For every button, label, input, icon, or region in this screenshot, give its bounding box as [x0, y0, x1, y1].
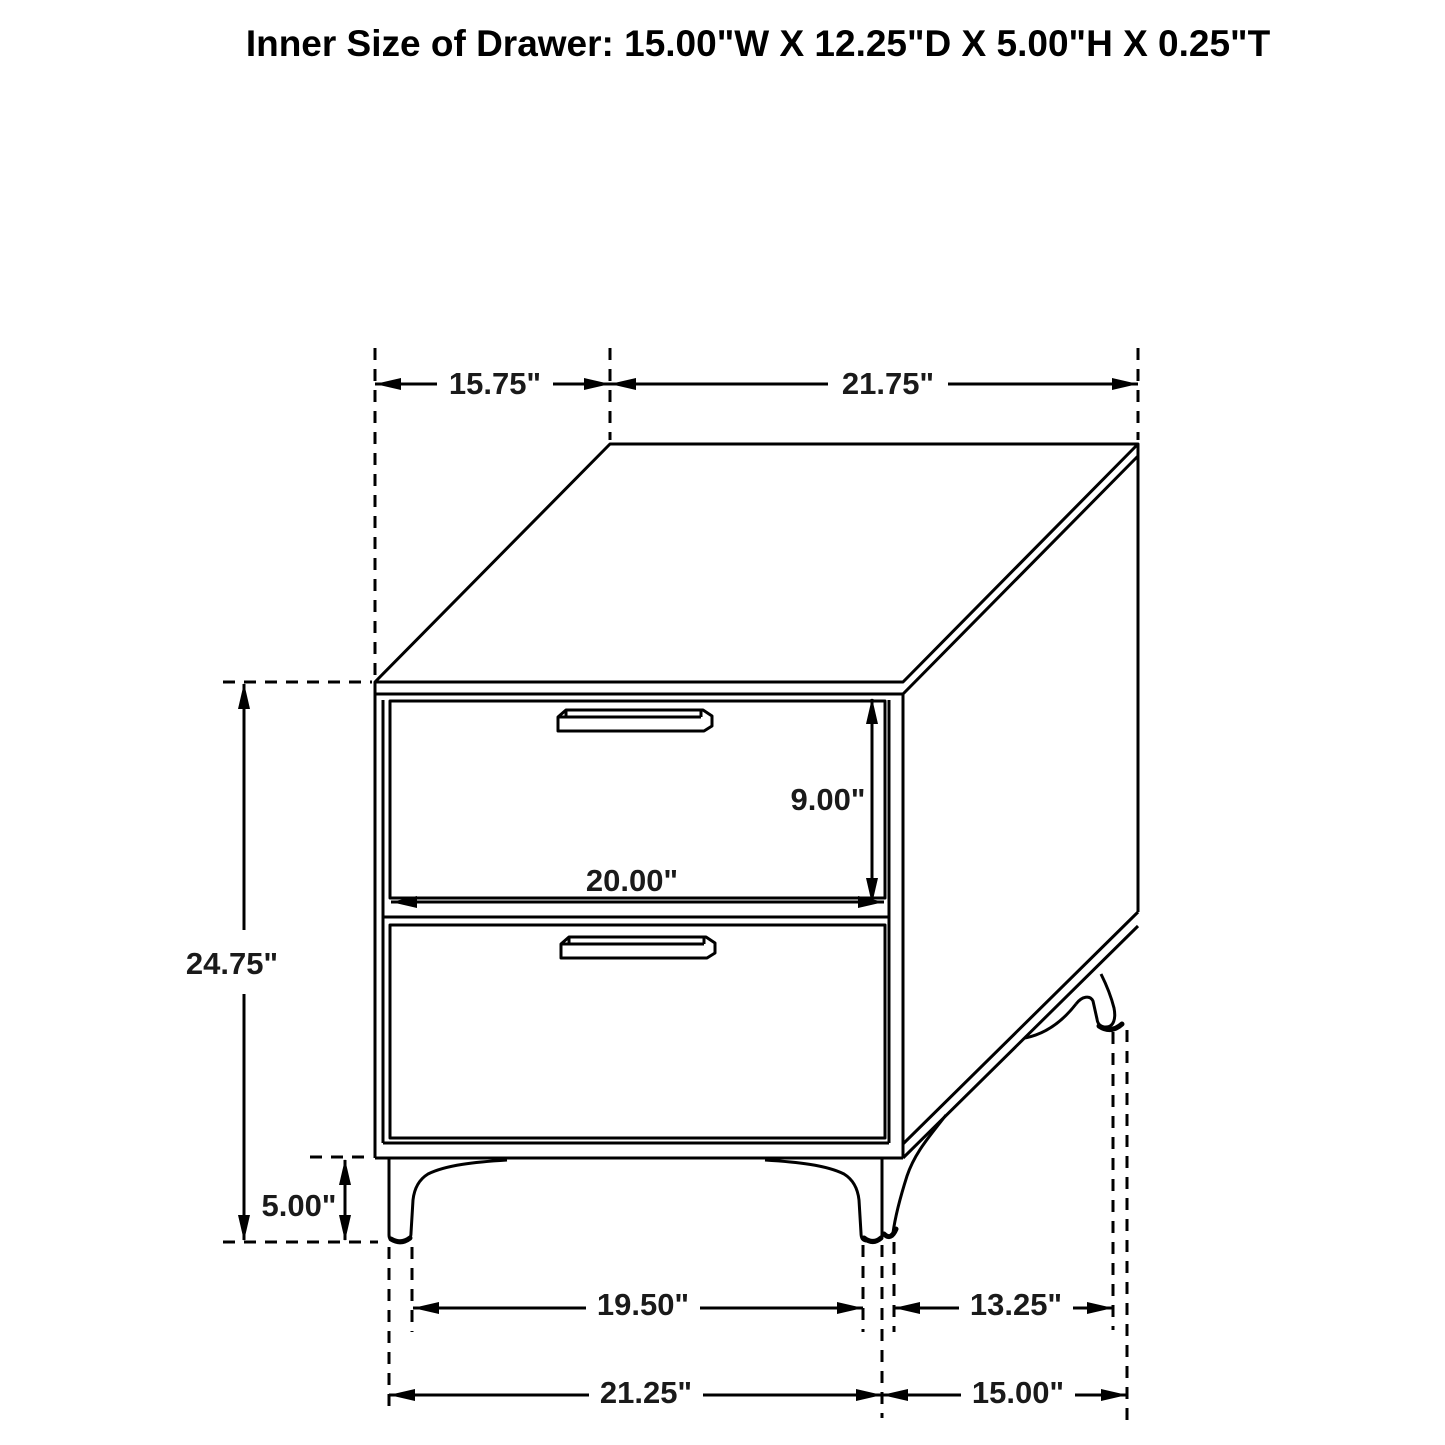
- side-apron-curve: [1025, 1004, 1076, 1038]
- drawer-1-handle: [558, 710, 712, 731]
- dim-label-drawer-height: 9.00": [790, 782, 866, 817]
- dim-label-top-depth: 15.75": [448, 366, 542, 401]
- cabinet-top-slab-right: [903, 456, 1138, 694]
- dim-label-drawer-width: 20.00": [585, 863, 679, 898]
- cabinet-top-face: [375, 444, 1138, 682]
- dim-label-front-outer-span: 21.25": [599, 1375, 693, 1410]
- dim-label-leg-height: 5.00": [261, 1188, 337, 1223]
- dim-label-top-width: 21.75": [841, 366, 935, 401]
- dim-label-side-inner-span: 13.25": [969, 1287, 1063, 1322]
- cabinet-body: [375, 444, 1138, 1242]
- front-right-sidefoot-accent: [884, 1229, 896, 1237]
- drawer-2-handle: [561, 937, 715, 958]
- front-right-leg-side-profile: [893, 1115, 946, 1233]
- front-left-foot-accent: [391, 1238, 410, 1242]
- dim-label-front-inner-span: 19.50": [596, 1287, 690, 1322]
- front-left-leg: [389, 1158, 507, 1241]
- dim-label-cabinet-height: 24.75": [185, 946, 279, 981]
- diagram-title: Inner Size of Drawer: 15.00"W X 12.25"D X 5.00"H X 0.25"T: [245, 23, 1271, 64]
- front-right-foot-accent: [864, 1238, 881, 1242]
- front-right-leg: [765, 1158, 882, 1241]
- dim-label-side-outer-span: 15.00": [971, 1375, 1065, 1410]
